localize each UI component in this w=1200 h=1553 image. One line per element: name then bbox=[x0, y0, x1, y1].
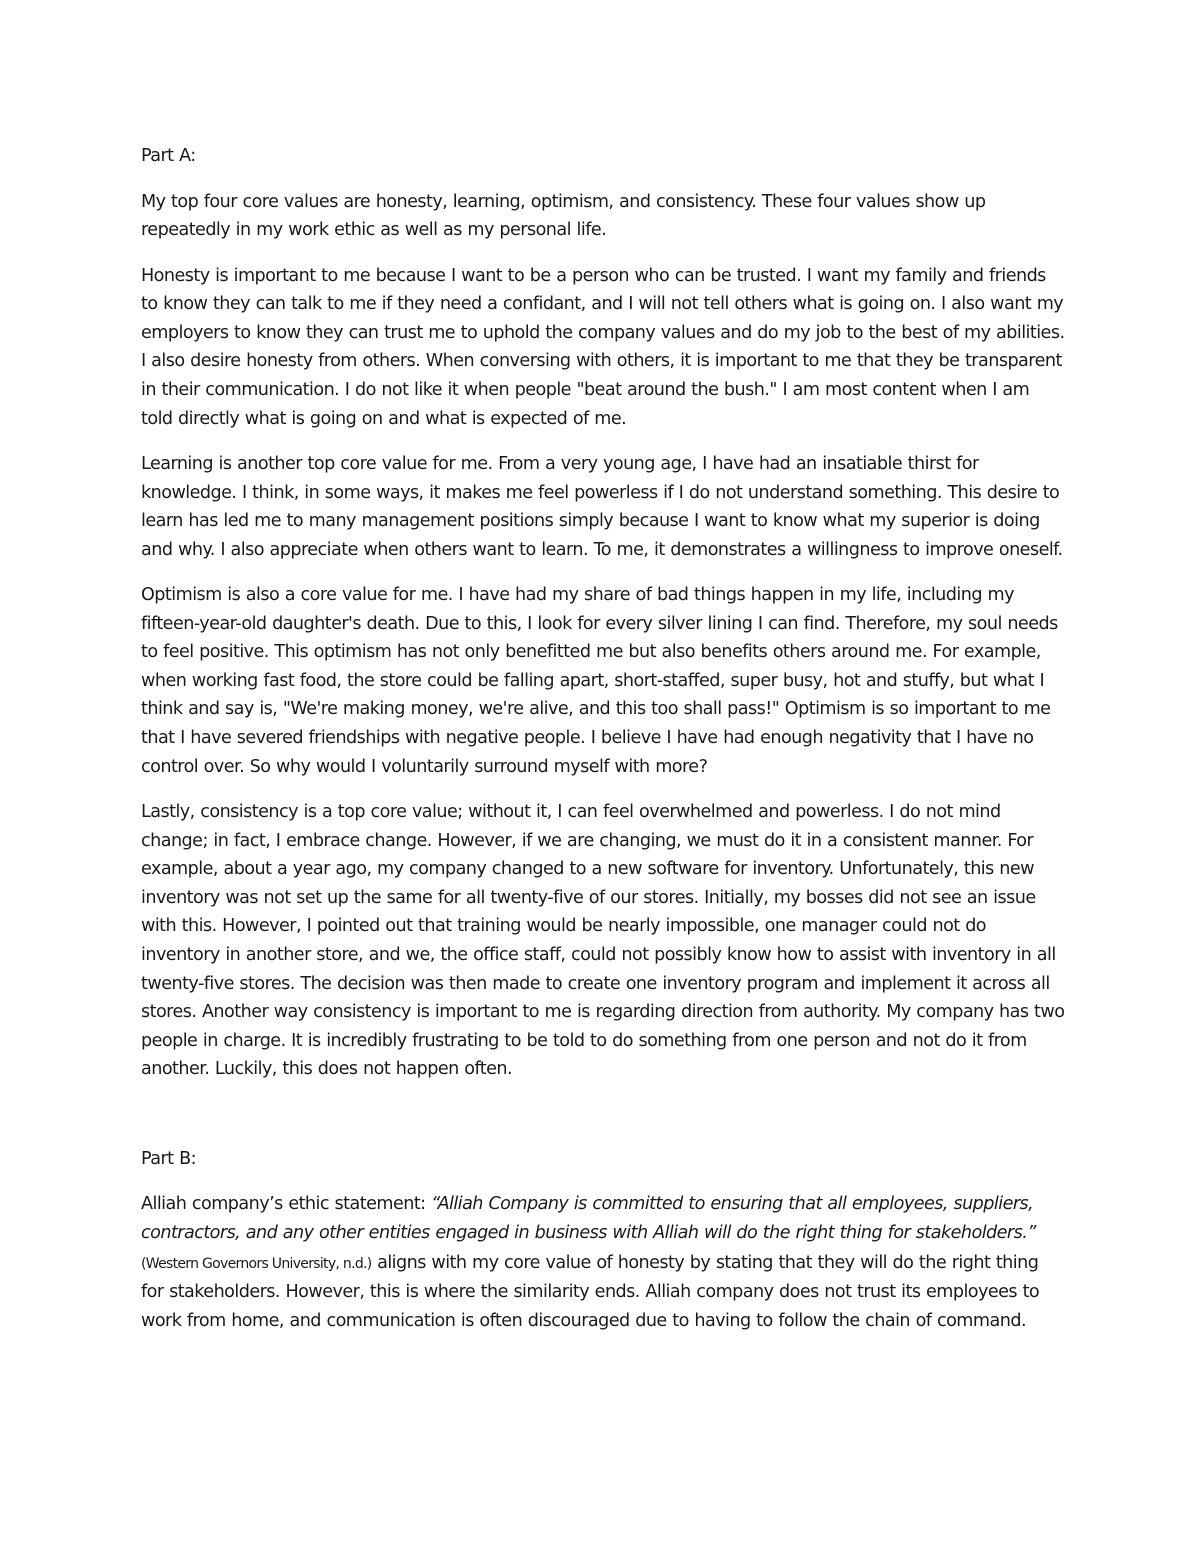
ethic-statement-quote: “Alliah Company is committed to ensuring that all employees, suppliers, contractors, and any other entities engaged in business with Alliah will do the right thing for stakeholders.” bbox=[141, 1194, 1036, 1243]
ethic-statement-rest: aligns with my core value of honesty by stating that they will do the right thing for stakeholders. However, this is where the similarity ends. Alliah company does not trust its employees to work from home, and communication is often discouraged due to having to follow the chain of command. bbox=[141, 1252, 1040, 1331]
ethic-statement-lead: Alliah company’s ethic statement: bbox=[141, 1194, 432, 1215]
learning-paragraph: Learning is another top core value for me. From a very young age, I have had an insatiable thirst for knowledge. I think, in some ways, it makes me feel powerless if I do not understand something. This desire to learn has led me to many management positions simply because I want to know what my superior is doing and why. I also appreciate when others want to learn. To me, it demonstrates a willingness to improve oneself. bbox=[141, 453, 1063, 560]
document-body bbox=[141, 142, 1066, 1352]
ethic-statement-citation: (Western Governors University, n.d.) bbox=[141, 1255, 372, 1272]
ethic-statement-paragraph bbox=[141, 1190, 1066, 1335]
honesty-paragraph: Honesty is important to me because I want to be a person who can be trusted. I want my family and friends to know they can talk to me if they need a confidant, and I will not tell others what is going on. I also want my employers to know they can trust me to uphold the company values and do my job to the best of my abilities. I also desire honesty from others. When conversing with others, it is important to me that they be transparent in their communication. I do not like it when people "beat around the bush." I am most content when I am told directly what is going on and what is expected of me. bbox=[141, 265, 1065, 429]
consistency-paragraph: Lastly, consistency is a top core value; without it, I can feel overwhelmed and powerless. I do not mind change; in fact, I embrace change. However, if we are changing, we must do it in a consistent manner. For example, about a year ago, my company changed to a new software for inventory. Unfortunately, this new inventory was not set up the same for all twenty-five of our stores. Initially, my bosses did not see an issue with this. However, I pointed out that training would be nearly impossible, one manager could not do inventory in another store, and we, the office staff, could not possibly know how to assist with inventory in all twenty-five stores. The decision was then made to create one inventory program and implement it across all stores. Another way consistency is important to me is regarding direction from authority. My company has two people in charge. It is incredibly frustrating to be told to do something from one person and not do it from another. Luckily, this does not happen often. bbox=[141, 802, 1065, 1080]
section-spacer bbox=[141, 1101, 1066, 1145]
part-a-heading: Part A: bbox=[141, 146, 196, 166]
part-a-intro-paragraph: My top four core values are honesty, learning, optimism, and consistency. These four values show up repeatedly in my work ethic as well as my personal life. bbox=[141, 191, 986, 241]
optimism-paragraph: Optimism is also a core value for me. I have had my share of bad things happen in my life, including my fifteen-year-old daughter's death. Due to this, I look for every silver lining I can find. Therefore, my soul needs to feel positive. This optimism has not only benefitted me but also benefits others around me. For example, when working fast food, the store could be falling apart, short-staffed, super busy, hot and stuffy, but what I think and say is, "We're making money, we're alive, and this too shall pass!" Optimism is so important to me that I have severed friendships with negative people. I believe I have had enough negativity that I have no control over. So why would I voluntarily surround myself with more? bbox=[141, 585, 1058, 777]
part-b-heading: Part B: bbox=[141, 1148, 196, 1169]
